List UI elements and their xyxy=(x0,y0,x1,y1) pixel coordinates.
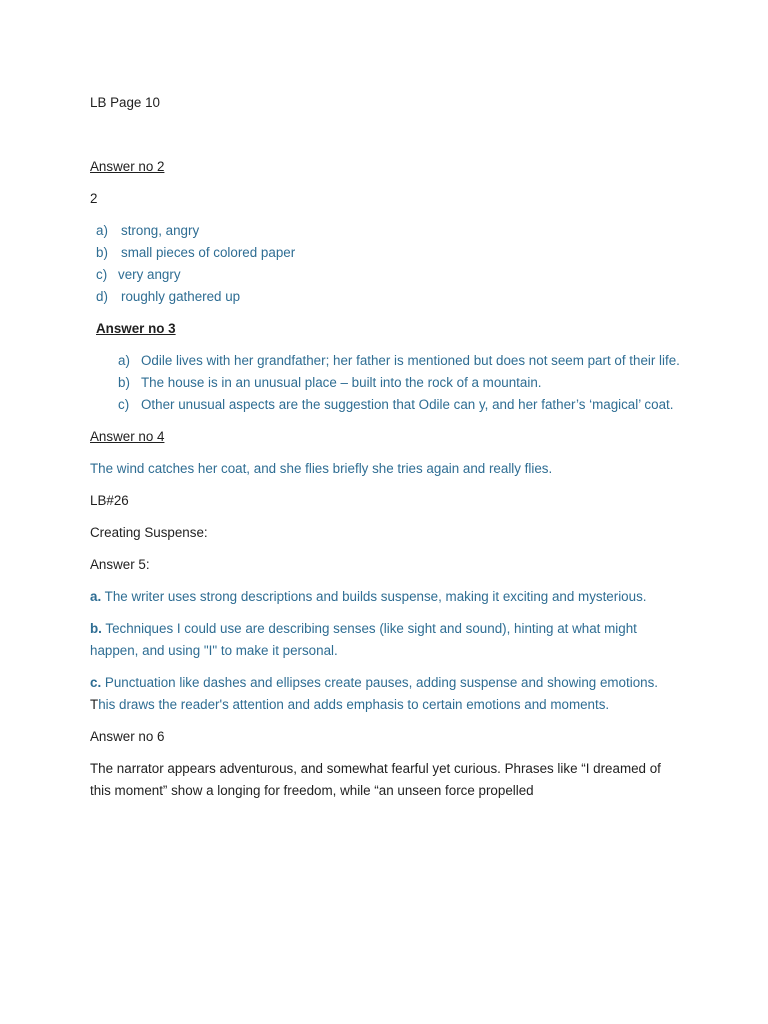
list-item xyxy=(96,220,680,242)
answer-5c-label: c. xyxy=(90,675,102,690)
list-marker: a) xyxy=(118,353,130,368)
answer-6-heading: Answer no 6 xyxy=(90,729,165,744)
answer-5a-label: a. xyxy=(90,589,102,604)
list-marker: c) xyxy=(96,267,108,282)
creating-suspense-heading: Creating Suspense: xyxy=(90,525,208,540)
answer-5-heading: Answer 5: xyxy=(90,557,150,572)
list-marker: d) xyxy=(96,289,108,304)
answer-3-heading: Answer no 3 xyxy=(96,321,176,336)
page-reference: LB Page 10 xyxy=(90,95,160,110)
answer-5b-label: b. xyxy=(90,621,102,636)
list-text: Other unusual aspects are the suggestion that Odile can y, and her father’s ‘magical’ coat. xyxy=(141,397,674,412)
list-item xyxy=(96,242,680,264)
list-text: The house is in an unusual place – built into the rock of a mountain. xyxy=(141,375,542,390)
answer-2-list xyxy=(90,220,680,308)
answer-5a-text: The writer uses strong descriptions and builds suspense, making it exciting and mysterious. xyxy=(104,589,647,604)
list-item xyxy=(96,286,680,308)
answer-5c-text-dark: T xyxy=(90,697,99,712)
list-item xyxy=(118,350,680,372)
document-page xyxy=(90,92,680,802)
list-item xyxy=(118,372,680,394)
answer-2-number: 2 xyxy=(90,191,98,206)
lb-26-label: LB#26 xyxy=(90,493,129,508)
answer-5c-text-rest: his draws the reader's attention and adds emphasis to certain emotions and moments. xyxy=(98,697,610,712)
list-marker: b) xyxy=(118,375,130,390)
answer-4-text: The wind catches her coat, and she flies briefly she tries again and really flies. xyxy=(90,461,553,476)
list-text: roughly gathered up xyxy=(121,289,241,304)
list-marker: c) xyxy=(118,397,130,412)
answer-5b xyxy=(90,618,680,662)
answer-2-heading: Answer no 2 xyxy=(90,159,165,174)
list-marker: a) xyxy=(96,223,108,238)
answer-3-list xyxy=(90,350,680,416)
answer-6-text: The narrator appears adventurous, and somewhat fearful yet curious. Phrases like “I dreamed of this moment” show a longing for freedom, while “an unseen force propelled xyxy=(90,761,661,798)
list-item xyxy=(96,264,680,286)
answer-4-heading: Answer no 4 xyxy=(90,429,165,444)
list-text: very angry xyxy=(118,267,181,282)
list-text: strong, angry xyxy=(121,223,200,238)
list-item xyxy=(118,394,680,416)
answer-5c-text: Punctuation like dashes and ellipses create pauses, adding suspense and showing emotions. xyxy=(104,675,659,690)
answer-5b-text: Techniques I could use are describing senses (like sight and sound), hinting at what might happen, and using "I" to make it personal. xyxy=(90,621,637,658)
answer-5c xyxy=(90,672,680,716)
list-marker: b) xyxy=(96,245,108,260)
list-text: small pieces of colored paper xyxy=(121,245,296,260)
list-text: Odile lives with her grandfather; her father is mentioned but does not seem part of their life. xyxy=(141,353,680,368)
answer-5a xyxy=(90,586,680,608)
